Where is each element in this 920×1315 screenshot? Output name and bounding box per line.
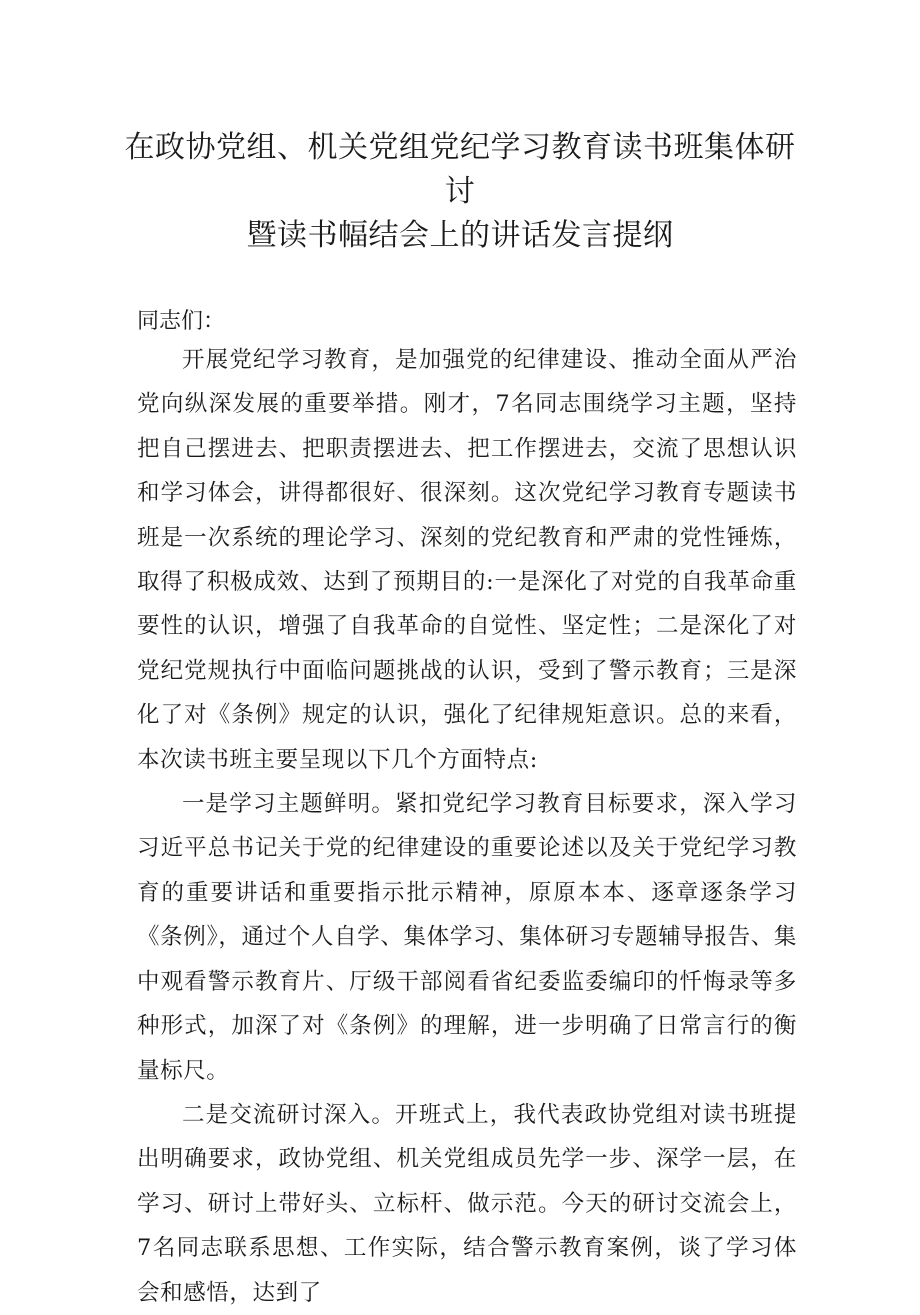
paragraph-point-1: 一是学习主题鲜明。紧扣党纪学习教育目标要求，深入学习习近平总书记关于党的纪律建设的重要论述以及关于党纪学习教育的重要讲话和重要指示批示精神，原原本本、逐章逐条学习《条例》，通过个人自学、集体学习、集体研习专题辅导报告、集中观看警示教育片、厅级干部阅看省纪委监委编印的忏悔录等多种形式，加深了对《条例》的理解，进一步明确了日常言行的衡量标尺。 <box>137 791 797 1084</box>
title-line-1: 在政协党组、机关党组党纪学习教育读书班集体研讨 <box>124 130 796 209</box>
paragraph-intro: 开展党纪学习教育，是加强党的纪律建设、推动全面从严治党向纵深发展的重要举措。刚才，7名同志围绕学习主题，坚持把自己摆进去、把职责摆进去、把工作摆进去，交流了思想认识和学习体会，讲得都很好、很深刻。这次党纪学习教育专题读书班是一次系统的理论学习、深刻的党纪教育和严肃的党性锤炼，取得了积极成效、达到了预期目的:一是深化了对党的自我革命重要性的认识，增强了自我革命的自觉性、坚定性；二是深化了对党纪党规执行中面临问题挑战的认识，受到了警示教育；三是深化了对《条例》规定的认识，强化了纪律规矩意识。总的来看，本次读书班主要呈现以下几个方面特点: <box>137 347 797 773</box>
paragraph-point-2: 二是交流研讨深入。开班式上，我代表政协党组对读书班提出明确要求，政协党组、机关党组成员先学一步、深学一层，在学习、研讨上带好头、立标杆、做示范。今天的研讨交流会上，7名同志联系思想、工作实际，结合警示教育案例，谈了学习体会和感悟，达到了 <box>137 1101 797 1306</box>
document-title <box>120 126 800 258</box>
document-body <box>137 338 797 1315</box>
salutation: 同志们： <box>137 309 226 334</box>
title-line-2: 暨读书幅结会上的讲话发言提纲 <box>246 218 674 253</box>
